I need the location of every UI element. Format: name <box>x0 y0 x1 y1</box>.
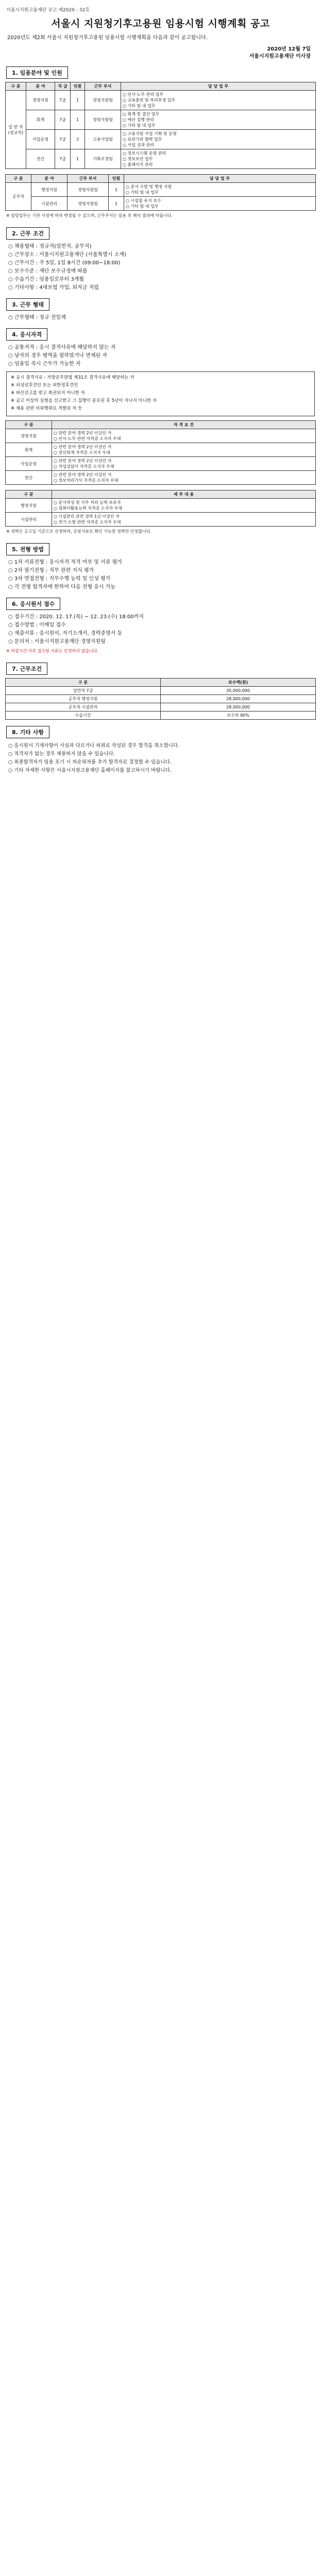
list-item: ○ 문의처 : 서울시지원고용재단 경영지원팀 <box>8 639 106 645</box>
table-header: 분 야 <box>26 82 55 91</box>
box-line: ※ 파산선고를 받고 복권되지 아니한 자 <box>11 391 85 396</box>
list-item: ○ 접수기간 : 2020. 12. 17.(목) ~ 12. 23.(수) 18:00까지 <box>8 614 144 620</box>
section4-note: ※ 경력은 공고일 기준으로 산정하며, 증빙서류로 확인 가능한 경력만 인정합니다. <box>6 529 151 534</box>
detail-cell: ○ 시설관리 관련 경력 1년 이상인 자 ○ 전기·소방 관련 자격증 소지자 우대 <box>52 513 316 527</box>
box-line: ※ 채용 관련 비위행위로 적발된 자 등 <box>11 406 82 411</box>
positions-table-a <box>5 82 316 169</box>
duties-cell: ○ 문서 수발 및 행정 지원 ○ 기타 팀 내 업무 <box>124 183 316 197</box>
table-row <box>6 711 316 720</box>
section2-heading: 2. 근무 조건 <box>6 227 49 240</box>
table-header: 세 부 내 용 <box>52 490 316 499</box>
deadline-note: ※ 마감시간 이후 접수된 서류는 인정하지 않습니다. <box>6 649 99 653</box>
table-header: 구 분 <box>6 82 26 91</box>
pay-cell: 28,000,000 <box>161 703 316 711</box>
group-cell: 행정지원 <box>6 499 52 513</box>
table-header-row <box>6 490 316 499</box>
section3-list <box>5 314 316 322</box>
table-row <box>6 457 316 471</box>
group-cell: 경영지원 <box>6 429 52 443</box>
table-header: 구 분 <box>6 679 161 687</box>
count-cell: 1 <box>71 110 85 130</box>
table-row <box>6 197 316 211</box>
rank-cell: 7급 <box>55 149 71 169</box>
dept-cell: 고용사업팀 <box>85 130 121 149</box>
table-row <box>6 443 316 457</box>
qualification-table-2 <box>5 490 316 527</box>
list-item: ○ 각 전형 합격자에 한하여 다음 전형 응시 가능 <box>8 584 116 590</box>
section1-heading: 1. 임용분야 및 인원 <box>6 66 68 79</box>
paragraph: ○ 최종합격자가 임용 포기 시 차순위자를 추가 합격자로 결정할 수 있습니다. <box>8 759 172 765</box>
box-line: ※ 피성년후견인 또는 피한정후견인 <box>11 383 78 388</box>
detail-cell: ○ 관련 분야 경력 2년 이상인 자 ○ 정보처리기사 자격증 소지자 우대 <box>52 471 316 485</box>
list-item: ○ 보수수준 : 재단 보수규정에 따름 <box>8 268 88 274</box>
list-item: ○ 2차 필기전형 : 직무 관련 지식 평가 <box>8 568 94 573</box>
count-cell: 1 <box>71 91 85 110</box>
intro-text: 2020년도 제2회 서울시 지원청기후고용원 임용시험 시행계획을 다음과 같이 공고합니다. <box>7 35 208 41</box>
table-header: 근무 부서 <box>67 175 109 183</box>
duties-cell: ○ 고용지원 사업 기획 및 운영 ○ 유관기관 협력 업무 ○ 사업 성과 관리 <box>121 130 316 149</box>
list-item: ○ 근무형태 : 정규 전일제 <box>8 315 66 320</box>
count-cell: 1 <box>109 183 124 197</box>
paragraph: ○ 응시원서 기재사항이 사실과 다르거나 허위로 작성된 경우 합격을 취소합니다. <box>8 743 180 749</box>
rank-cell: 7급 <box>55 110 71 130</box>
group-cell: 전산 <box>6 471 52 485</box>
table-header: 인원 <box>71 82 85 91</box>
list-item: ○ 기타사항 : 4대보험 가입, 퇴직금 적립 <box>8 285 99 291</box>
document-page <box>5 0 316 774</box>
dept-cell: 경영지원팀 <box>85 91 121 110</box>
section6-heading: 6. 응시원서 접수 <box>6 598 60 610</box>
table-row <box>6 429 316 443</box>
page-title: 서울시 지원청기후고용원 임용시험 시행계획 공고 <box>51 18 270 29</box>
section4-heading: 4. 응시자격 <box>6 328 47 341</box>
list-item: ○ 수습기간 : 임용일로부터 3개월 <box>8 277 85 282</box>
count-cell: 1 <box>109 197 124 211</box>
table-header: 인원 <box>109 175 124 183</box>
table-header-row <box>6 421 316 429</box>
table-header: 구 분 <box>6 490 52 499</box>
notice-number: 서울시지원고용재단 공고 제2020 - 32호 <box>6 8 90 13</box>
list-item: ○ 3차 면접전형 : 직무수행 능력 및 인성 평가 <box>8 576 111 582</box>
list-item: ○ 1차 서류전형 : 응시자격 적격 여부 및 서류 평가 <box>8 560 122 565</box>
section3-heading: 3. 근무 형태 <box>6 298 49 311</box>
table-header: 근무 부서 <box>85 82 121 91</box>
section5-list <box>5 558 316 591</box>
group-cell: 일 반 직 (정규직) <box>6 91 26 169</box>
table-row <box>6 703 316 711</box>
field-cell: 행정지원 <box>31 183 67 197</box>
field-cell: 전산 <box>26 149 55 169</box>
section7-heading: 7. 근무조건 <box>6 663 47 675</box>
box-line: ※ 응시 결격사유 : 지방공무원법 제31조 결격사유에 해당하는 자 <box>11 375 134 380</box>
dept-cell: 경영지원팀 <box>85 110 121 130</box>
table-header: 구 분 <box>6 175 31 183</box>
table-header: 구 분 <box>6 421 52 429</box>
group-cell: 일반직 7급 <box>6 687 161 695</box>
table-header: 담 당 업 무 <box>121 82 316 91</box>
duties-cell: ○ 인사·노무 관리 업무 ○ 교육훈련 및 복리후생 업무 ○ 기타 팀 내 업무 <box>121 91 316 110</box>
list-item: ○ 근무시간 : 주 5일, 1일 8시간 (09:00~18:00) <box>8 260 121 266</box>
section6-list <box>5 613 316 646</box>
count-cell: 2 <box>71 130 85 149</box>
list-item: ○ 근무장소 : 서울시지원고용재단 (서울특별시 소재) <box>8 252 126 258</box>
section1-note: ※ 담당업무는 기관 사정에 따라 변경될 수 있으며, 근무부서는 임용 후 배치 결과에 따릅니다. <box>6 213 173 218</box>
table-row <box>6 513 316 527</box>
paragraph: ○ 기타 자세한 사항은 서울시지원고용재단 홈페이지를 참고하시기 바랍니다. <box>8 768 172 773</box>
section4-list <box>5 344 316 368</box>
list-item: ○ 임용일 즉시 근무가 가능한 자 <box>8 361 81 367</box>
list-item: ○ 채용형태 : 정규직(일반직, 공무직) <box>8 244 92 249</box>
group-cell: 공무직 행정지원 <box>6 695 161 703</box>
positions-table-b <box>5 174 316 211</box>
table-row <box>6 471 316 485</box>
group-cell: 공무직 <box>6 183 31 211</box>
issuer: 서울시지원고용재단 이사장 <box>249 54 311 59</box>
dept-cell: 기획조정팀 <box>85 149 121 169</box>
table-header: 담 당 업 무 <box>124 175 316 183</box>
duties-cell: ○ 정보시스템 운영 관리 ○ 정보보안 업무 ○ 홈페이지 관리 <box>121 149 316 169</box>
table-header: 직 급 <box>55 82 71 91</box>
box-line: ※ 금고 이상의 실형을 선고받고 그 집행이 종료된 후 5년이 지나지 아니한 자 <box>11 398 157 403</box>
rank-cell: 7급 <box>55 130 71 149</box>
detail-cell: ○ 관련 분야 경력 2년 이상인 자 ○ 전산회계 자격증 소지자 우대 <box>52 443 316 457</box>
table-row <box>6 183 316 197</box>
table-row <box>6 695 316 703</box>
table-row <box>6 130 316 149</box>
field-cell: 회계 <box>26 110 55 130</box>
group-cell: 회계 <box>6 443 52 457</box>
list-item: ○ 남자의 경우 병역을 필하였거나 면제된 자 <box>8 353 108 359</box>
list-item: ○ 공통자격 : 응시 결격사유에 해당하지 않는 자 <box>8 345 116 350</box>
group-cell: 공무직 시설관리 <box>6 703 161 711</box>
table-header-row <box>6 82 316 91</box>
pay-cell: 28,000,000 <box>161 695 316 703</box>
section5-heading: 5. 전형 방법 <box>6 543 49 555</box>
dateline <box>10 46 311 60</box>
table-header: 자 격 요 건 <box>52 421 316 429</box>
group-cell: 시설관리 <box>6 513 52 527</box>
group-cell: 수습기간 <box>6 711 161 720</box>
count-cell: 1 <box>71 149 85 169</box>
field-cell: 경영지원 <box>26 91 55 110</box>
dept-cell: 경영지원팀 <box>67 197 109 211</box>
table-header-row <box>6 175 316 183</box>
table-row <box>6 149 316 169</box>
disqualification-box <box>6 371 315 416</box>
pay-table <box>5 678 316 720</box>
table-header: 분 야 <box>31 175 67 183</box>
duties-cell: ○ 시설물 유지 보수 ○ 기타 팀 내 업무 <box>124 197 316 211</box>
table-header: 보수액(원) <box>161 679 316 687</box>
dept-cell: 경영지원팀 <box>67 183 109 197</box>
table-header-row <box>6 679 316 687</box>
table-row <box>6 110 316 130</box>
table-row <box>6 91 316 110</box>
list-item: ○ 제출서류 : 응시원서, 자기소개서, 경력증명서 등 <box>8 631 123 636</box>
detail-cell: ○ 문서작성 및 사무 처리 능력 보유자 ○ 컴퓨터활용능력 자격증 소지자 우대 <box>52 499 316 513</box>
qualification-table <box>5 420 316 485</box>
detail-cell: ○ 관련 분야 경력 2년 이상인 자 ○ 직업상담사 자격증 소지자 우대 <box>52 457 316 471</box>
group-cell: 사업운영 <box>6 457 52 471</box>
rank-cell: 7급 <box>55 91 71 110</box>
table-row <box>6 499 316 513</box>
paragraph: ○ 적격자가 없는 경우 채용하지 않을 수 있습니다. <box>8 751 115 757</box>
section2-list <box>5 243 316 292</box>
section8-list <box>5 742 316 774</box>
table-row <box>6 687 316 695</box>
section8-heading: 8. 기타 사항 <box>6 726 49 738</box>
field-cell: 시설관리 <box>31 197 67 211</box>
duties-cell: ○ 회계 및 결산 업무 ○ 예산 집행 관리 ○ 기타 팀 내 업무 <box>121 110 316 130</box>
pay-cell: 보수의 90% <box>161 711 316 720</box>
notice-date: 2020년 12월 7일 <box>267 46 311 52</box>
list-item: ○ 접수방법 : 이메일 접수 <box>8 622 66 628</box>
field-cell: 사업운영 <box>26 130 55 149</box>
pay-cell: 35,000,000 <box>161 687 316 695</box>
detail-cell: ○ 관련 분야 경력 2년 이상인 자 ○ 인사·노무 관련 자격증 소지자 우대 <box>52 429 316 443</box>
